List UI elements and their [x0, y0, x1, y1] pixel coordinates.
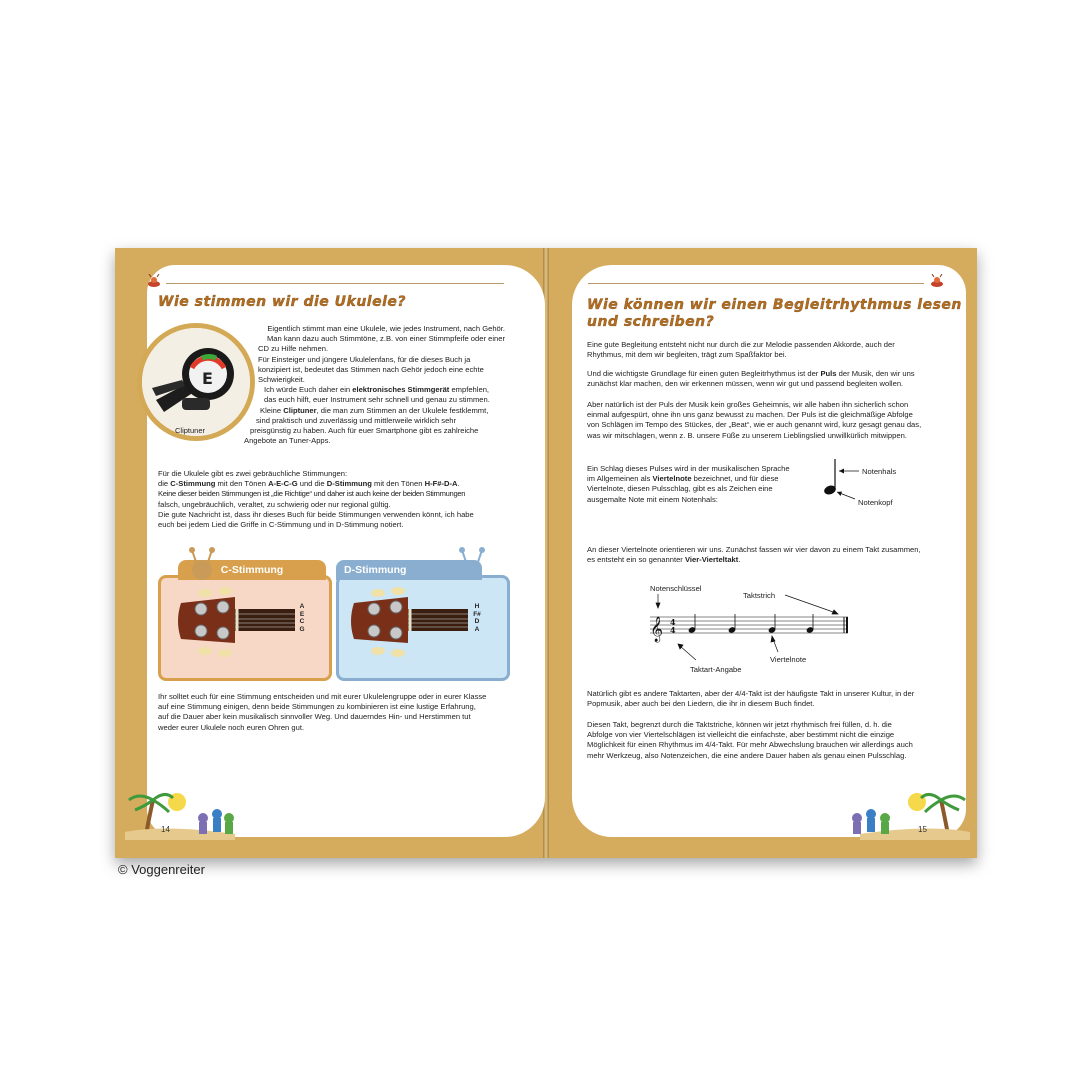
- d-tuning-title: D-Stimmung: [336, 560, 482, 580]
- right-heading: Wie können wir einen Begleitrhythmus lesen und schreiben?: [587, 297, 962, 330]
- left-heading: Wie stimmen wir die Ukulele?: [158, 294, 407, 310]
- tunings-paragraph: Für die Ukulele gibt es zwei gebräuchliche Stimmungen: die C-Stimmung mit den Tönen A-E-C-G und die D-Stimmung mit den Tönen H-F#-D-A. Keine dieser beiden Stimmungen ist „die Richtige“ und daher ist auch keine der beiden Stimmungen falsch, ungebräuchlich, veraltet, zu schwierig oder nur regional gültig. Die gute Nachricht ist, dass ihr dieses Buch für beide Stimmungen verwenden könnt, ich habe euch bei jedem Lied die Griffe in C-Stimmung und in D-Stimmung notiert.: [158, 469, 474, 530]
- copyright-notice: © Voggenreiter: [118, 862, 205, 877]
- svg-text:E: E: [202, 369, 213, 388]
- bug-mascot-icon: [182, 546, 222, 586]
- bug-mascot-icon: [452, 546, 492, 586]
- taktstrich-label: Taktstrich: [743, 591, 776, 600]
- palm-beach-illustration: [125, 788, 250, 840]
- palm-beach-illustration: [845, 788, 970, 840]
- svg-text:4: 4: [670, 617, 676, 627]
- closing-paragraph: Ihr solltet euch für eine Stimmung entscheiden und mit eurer Ukulelengruppe oder in eurer Klasse auf eine Stimmung einigen, denn beide Stimmungen zu kombinieren ist eine lustige Erfahrung, auf die Dauer aber kein musikalisch sinnvoller Weg. Und dauerndes Hin- und Herstimmen tut weder eurer Ukulele noch euren Ohren gut.: [158, 692, 487, 732]
- notenschluessel-label: Notenschlüssel: [650, 584, 702, 593]
- right-paragraph-2: Und die wichtigste Grundlage für einen guten Begleitrhythmus ist der Puls der Musik, den wir uns zunächst klar machen, den wir erkennen müssen, wenn wir gut und passend begleiten wollen.: [587, 369, 915, 389]
- right-paragraph-7: Diesen Takt, begrenzt durch die Taktstriche, können wir jetzt rhythmisch frei füllen, d. h. die Abfolge von vier Viertelschlägen ist vielleicht die einfachste, aber bestimmt nicht die einzige Möglichkeit für einen Rhythmus im 4/4-Takt. Für mehr Abwechslung brauchen wir allerdings auch mehr Werkzeug, also Notenzeichen, die eine andere Dauer haben als genau einen Pulsschlag.: [587, 720, 913, 760]
- d-headstock-image: [348, 585, 478, 660]
- treble-clef-icon: 𝄞: [650, 617, 664, 642]
- tuner-caption: Cliptuner: [175, 426, 206, 435]
- left-page-number: 14: [161, 825, 170, 834]
- intro-paragraph: Eigentlich stimmt man eine Ukulele, wie jedes Instrument, nach Gehör. Man kann dazu auch Stimmtöne, z.B. von einer Stimmpfeife oder einer CD zu Hilfe nehmen. Für Einsteiger und jüngere Ukulelenfans, für die dieses Buch ja konzipiert ist, bedeutet das Stimmen nach Gehör jedoch eine echte Schwierigkeit. Ich würde Euch daher ein elektronisches Stimmgerät empfehlen, das euch hilft, euer Instrument sehr schnell und genau zu stimmen. Kleine Cliptuner, die man zum Stimmen an der Ukulele festklemmt, sind praktisch und zuverlässig und mittlerweile wirklich sehr preisgünstig zu haben. Auch für euer Smartphone gibt es zahlreiche Angebote an Tuner-Apps.: [244, 324, 505, 446]
- notenhals-label: Notenhals: [862, 467, 897, 476]
- c-tuning-notes: A E C G: [299, 603, 305, 633]
- emblem-icon: [146, 274, 162, 288]
- header-rule: [588, 283, 924, 284]
- svg-text:4: 4: [670, 625, 676, 635]
- taktart-label: Taktart-Angabe: [690, 665, 742, 674]
- right-paragraph-6: Natürlich gibt es andere Taktarten, aber der 4/4-Takt ist der häufigste Takt in unserer Kultur, in der Popmusik, aber auch bei den Liedern, die ihr in diesem Buch findet.: [587, 689, 915, 709]
- notenkopf-label: Notenkopf: [858, 498, 893, 507]
- c-headstock-image: [175, 585, 305, 660]
- right-paragraph-1: Eine gute Begleitung entsteht nicht nur durch die zur Melodie passenden Akkorde, auch der Rhythmus, mit dem wir begleiten, trägt zum Spaßfaktor bei.: [587, 340, 895, 360]
- c-tuning-title: C-Stimmung: [178, 560, 326, 580]
- d-tuning-notes: H F# D A: [473, 603, 481, 633]
- right-paragraph-4: Ein Schlag dieses Pulses wird in der musikalischen Sprache im Allgemeinen als Viertelnote bezeichnet, und für diese Viertelnote, diesen Pulsschlag, gibt es als Zeichen eine ausgemalte Note mit einem Notenhals:: [587, 464, 790, 504]
- emblem-icon: [929, 274, 945, 288]
- right-page-number: 15: [918, 825, 927, 834]
- right-paragraph-3: Aber natürlich ist der Puls der Musik kein großes Geheimnis, wir alle haben ihn sicherlich schon einmal aufgespürt, ohne ihn uns ganz bewusst zu machen. Der Puls ist die gleichmäßige Abfolge von Schlägen im Tempo des Stückes, der „Beat“, wie er auch genannt wird, kurz gesagt genau das, was wir mitschlagen, wenn z. B. unsere Füße zu unserem Lieblingslied unwillkürlich mitwippen.: [587, 400, 922, 440]
- cliptuner-image: [137, 323, 255, 441]
- right-paragraph-5: An dieser Viertelnote orientieren wir uns. Zunächst fassen wir vier davon zu einem Takt zusammen, es entsteht ein so genannter Vier-Vierteltakt.: [587, 545, 921, 565]
- header-rule: [166, 283, 504, 284]
- viertelnote-label: Viertelnote: [770, 655, 807, 664]
